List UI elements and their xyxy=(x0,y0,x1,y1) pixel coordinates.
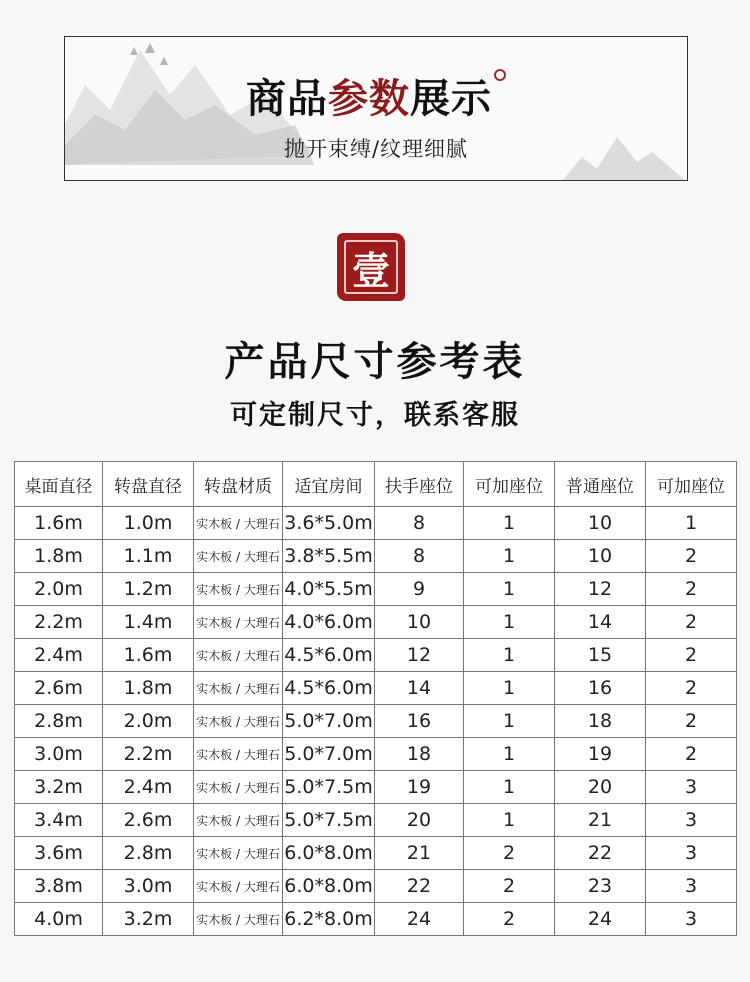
seal-stamp xyxy=(337,233,405,301)
table-cell: 2.6m xyxy=(103,804,194,837)
table-cell: 4.5*6.0m xyxy=(283,639,375,672)
column-header-col-table-diameter: 桌面直径 xyxy=(15,462,103,507)
table-header-row xyxy=(15,462,737,507)
table-cell: 15 xyxy=(555,639,646,672)
table-cell: 10 xyxy=(555,507,646,540)
table-cell: 3.2m xyxy=(103,903,194,936)
column-header-col-armchair-seats: 扶手座位 xyxy=(375,462,464,507)
table-cell: 2.2m xyxy=(15,606,103,639)
table-cell: 8 xyxy=(375,540,464,573)
table-cell: 19 xyxy=(375,771,464,804)
table-row xyxy=(15,639,737,672)
table-cell: 3 xyxy=(646,870,737,903)
table-cell: 1 xyxy=(464,672,555,705)
column-header-col-extra-seats-2: 可加座位 xyxy=(646,462,737,507)
table-cell: 1 xyxy=(464,738,555,771)
table-cell: 1 xyxy=(464,705,555,738)
table-cell: 8 xyxy=(375,507,464,540)
title-banner xyxy=(64,36,688,181)
table-cell: 6.2*8.0m xyxy=(283,903,375,936)
table-cell: 实木板 / 大理石 xyxy=(194,606,283,639)
table-cell: 2.2m xyxy=(103,738,194,771)
table-cell: 实木板 / 大理石 xyxy=(194,837,283,870)
table-cell: 1.8m xyxy=(15,540,103,573)
table-cell: 21 xyxy=(375,837,464,870)
table-cell: 24 xyxy=(555,903,646,936)
table-cell: 1.2m xyxy=(103,573,194,606)
table-cell: 实木板 / 大理石 xyxy=(194,738,283,771)
table-cell: 2.4m xyxy=(15,639,103,672)
table-cell: 2 xyxy=(464,903,555,936)
table-row xyxy=(15,672,737,705)
table-cell: 2 xyxy=(646,540,737,573)
table-cell: 1 xyxy=(464,540,555,573)
table-cell: 4.0*5.5m xyxy=(283,573,375,606)
circle-icon xyxy=(494,69,506,81)
table-cell: 21 xyxy=(555,804,646,837)
table-cell: 12 xyxy=(555,573,646,606)
table-row xyxy=(15,738,737,771)
table-cell: 5.0*7.0m xyxy=(283,705,375,738)
title-part: 展示 xyxy=(410,76,492,122)
table-cell: 1 xyxy=(464,573,555,606)
table-cell: 实木板 / 大理石 xyxy=(194,540,283,573)
column-header-col-turntable-diameter: 转盘直径 xyxy=(103,462,194,507)
banner-subtitle: 抛开束缚/纹理细腻 xyxy=(283,137,469,161)
table-cell: 1 xyxy=(464,804,555,837)
size-reference-table xyxy=(14,461,737,936)
table-cell: 2 xyxy=(646,705,737,738)
table-row xyxy=(15,837,737,870)
table-cell: 实木板 / 大理石 xyxy=(194,507,283,540)
table-cell: 24 xyxy=(375,903,464,936)
table-cell: 18 xyxy=(375,738,464,771)
table-cell: 实木板 / 大理石 xyxy=(194,705,283,738)
table-cell: 3.4m xyxy=(15,804,103,837)
seal-character: 壹 xyxy=(344,240,398,294)
table-cell: 2.0m xyxy=(103,705,194,738)
table-cell: 3 xyxy=(646,837,737,870)
table-row xyxy=(15,870,737,903)
table-cell: 3 xyxy=(646,804,737,837)
page-title xyxy=(65,67,687,124)
table-cell: 19 xyxy=(555,738,646,771)
title-part: 商品 xyxy=(246,76,328,122)
table-cell: 2 xyxy=(646,672,737,705)
table-cell: 14 xyxy=(555,606,646,639)
table-cell: 3 xyxy=(646,771,737,804)
column-header-col-regular-seats: 普通座位 xyxy=(555,462,646,507)
table-cell: 1.4m xyxy=(103,606,194,639)
table-cell: 20 xyxy=(375,804,464,837)
table-row xyxy=(15,606,737,639)
table-cell: 12 xyxy=(375,639,464,672)
table-cell: 1 xyxy=(646,507,737,540)
table-cell: 1 xyxy=(464,639,555,672)
table-cell: 3.0m xyxy=(103,870,194,903)
table-cell: 2.8m xyxy=(103,837,194,870)
table-cell: 1 xyxy=(464,507,555,540)
table-cell: 10 xyxy=(555,540,646,573)
table-cell: 23 xyxy=(555,870,646,903)
table-row xyxy=(15,573,737,606)
table-cell: 实木板 / 大理石 xyxy=(194,639,283,672)
table-cell: 16 xyxy=(555,672,646,705)
table-cell: 1.8m xyxy=(103,672,194,705)
table-cell: 10 xyxy=(375,606,464,639)
table-cell: 4.5*6.0m xyxy=(283,672,375,705)
table-cell: 实木板 / 大理石 xyxy=(194,771,283,804)
table-cell: 实木板 / 大理石 xyxy=(194,672,283,705)
table-cell: 2 xyxy=(464,870,555,903)
table-cell: 5.0*7.0m xyxy=(283,738,375,771)
table-cell: 18 xyxy=(555,705,646,738)
table-cell: 3.8m xyxy=(15,870,103,903)
column-header-col-extra-seats: 可加座位 xyxy=(464,462,555,507)
table-cell: 2 xyxy=(646,639,737,672)
table-cell: 1 xyxy=(464,606,555,639)
table-cell: 3.6*5.0m xyxy=(283,507,375,540)
table-cell: 14 xyxy=(375,672,464,705)
table-cell: 2 xyxy=(646,738,737,771)
table-cell: 1 xyxy=(464,771,555,804)
table-cell: 4.0*6.0m xyxy=(283,606,375,639)
table-cell: 实木板 / 大理石 xyxy=(194,573,283,606)
table-cell: 2 xyxy=(464,837,555,870)
table-row xyxy=(15,705,737,738)
table-row xyxy=(15,507,737,540)
table-cell: 实木板 / 大理石 xyxy=(194,804,283,837)
table-cell: 2.0m xyxy=(15,573,103,606)
table-cell: 9 xyxy=(375,573,464,606)
table-cell: 3.2m xyxy=(15,771,103,804)
table-cell: 实木板 / 大理石 xyxy=(194,903,283,936)
column-header-col-room-size: 适宜房间 xyxy=(283,462,375,507)
table-cell: 2.4m xyxy=(103,771,194,804)
table-cell: 3.8*5.5m xyxy=(283,540,375,573)
table-cell: 1.0m xyxy=(103,507,194,540)
table-cell: 1.6m xyxy=(15,507,103,540)
table-cell: 3 xyxy=(646,903,737,936)
table-row xyxy=(15,903,737,936)
title-accent: 参数 xyxy=(328,76,410,122)
table-cell: 2 xyxy=(646,573,737,606)
table-cell: 5.0*7.5m xyxy=(283,771,375,804)
section-subtitle: 可定制尺寸，联系客服 xyxy=(230,400,520,431)
table-cell: 5.0*7.5m xyxy=(283,804,375,837)
table-cell: 2 xyxy=(646,606,737,639)
table-cell: 6.0*8.0m xyxy=(283,837,375,870)
table-cell: 22 xyxy=(375,870,464,903)
table-cell: 6.0*8.0m xyxy=(283,870,375,903)
table-row xyxy=(15,771,737,804)
table-cell: 22 xyxy=(555,837,646,870)
table-cell: 20 xyxy=(555,771,646,804)
column-header-col-turntable-material: 转盘材质 xyxy=(194,462,283,507)
section-title: 产品尺寸参考表 xyxy=(224,338,526,385)
table-cell: 3.0m xyxy=(15,738,103,771)
table-cell: 1.6m xyxy=(103,639,194,672)
table-cell: 4.0m xyxy=(15,903,103,936)
table-cell: 1.1m xyxy=(103,540,194,573)
table-cell: 16 xyxy=(375,705,464,738)
table-row xyxy=(15,540,737,573)
table-cell: 实木板 / 大理石 xyxy=(194,870,283,903)
table-row xyxy=(15,804,737,837)
table-cell: 2.6m xyxy=(15,672,103,705)
table-cell: 2.8m xyxy=(15,705,103,738)
table-cell: 3.6m xyxy=(15,837,103,870)
